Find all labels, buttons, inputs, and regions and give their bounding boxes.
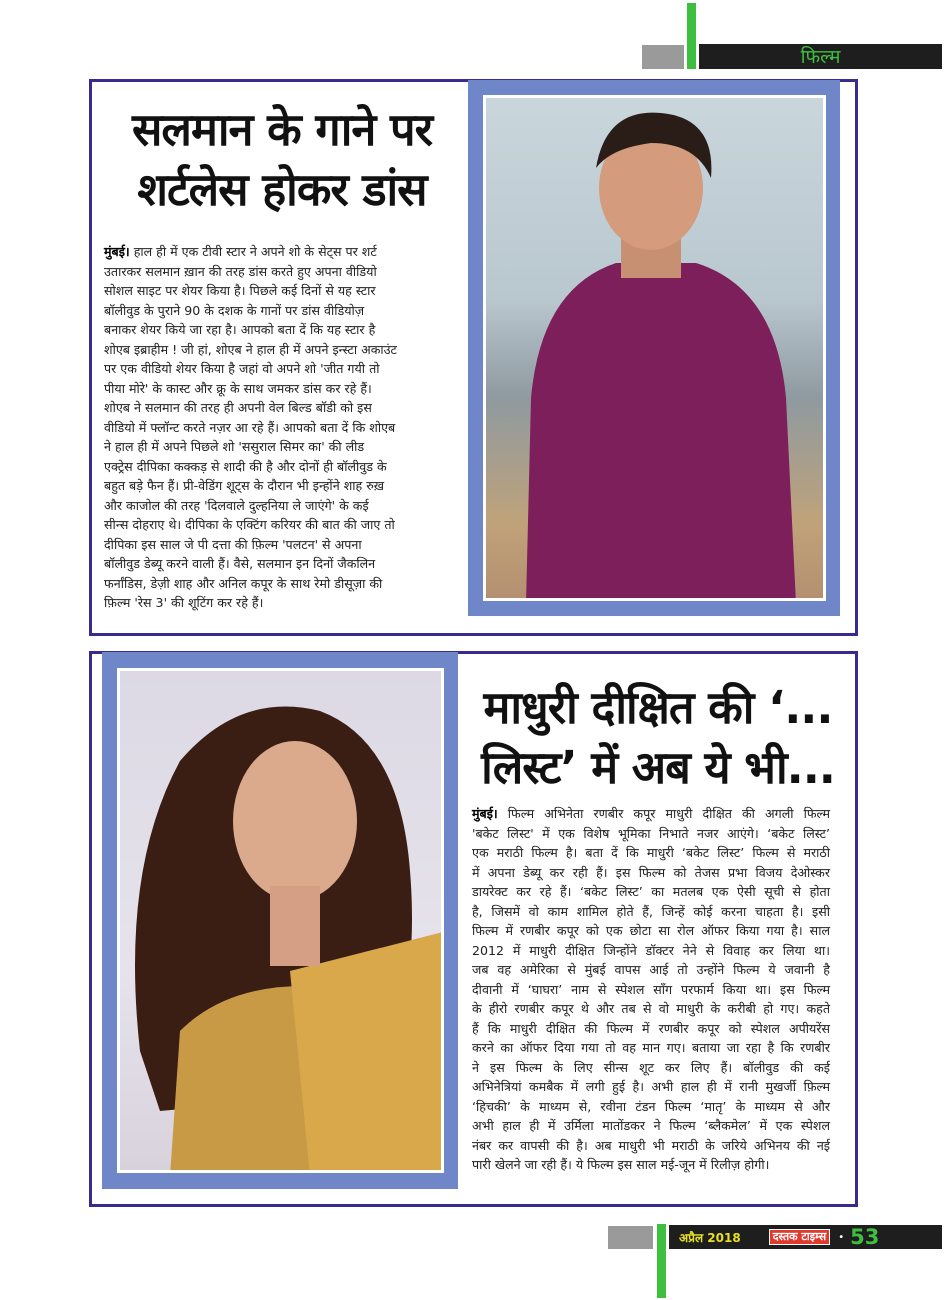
body-text: 'बकेट लिस्ट' में एक विशेष भूमिका निभाते नजर आएंगे। ‘बकेट लिस्ट’ <box>472 825 830 841</box>
madhuri-dixit-photo <box>117 668 444 1173</box>
body-text: अभी हाल ही में उर्मिला मातोंडकर ने फिल्म ‘ब्लैकमेल’ में एक स्पेशल <box>472 1118 830 1133</box>
body-text: ने हाल ही में अपने पिछले शो 'ससुराल सिमर का' की लीड <box>104 439 365 454</box>
body-text: बॉलीवुड डेब्यू करने वाली हैं। वैसे, सलमान इन दिनों जैकलिन <box>104 556 376 571</box>
body-text: डायरेक्ट कर रहे हैं। ‘बकेट लिस्ट’ का मतलब एक ऐसी सूची से होता <box>472 884 830 899</box>
body-line <box>104 281 460 301</box>
dateline-city: मुंबई। <box>472 806 498 821</box>
body-line <box>472 980 830 1000</box>
section-label: फिल्म <box>699 44 942 69</box>
article1-body <box>104 242 460 613</box>
body-line <box>104 398 460 418</box>
body-text: सोशल साइट पर शेयर किया है। पिछले कई दिनों से यह स्टार <box>104 283 376 298</box>
body-line <box>472 999 830 1019</box>
body-line <box>472 1038 830 1058</box>
body-line <box>104 593 460 613</box>
body-line <box>104 535 460 555</box>
body-line <box>472 902 830 922</box>
article-madhuri-box <box>89 651 858 1207</box>
bullet: • <box>838 1231 845 1243</box>
body-text: जब वह अमेरिका से मुंबई वापस आई तो उन्होंने फिल्म ये जवानी है <box>472 962 830 977</box>
body-line <box>104 515 460 535</box>
body-line <box>104 496 460 516</box>
article2-headline <box>462 678 854 798</box>
body-line <box>472 1097 830 1117</box>
body-line <box>104 262 460 282</box>
body-line <box>104 457 460 477</box>
body-line <box>104 301 460 321</box>
body-line <box>104 418 460 438</box>
body-text: बनाकर शेयर किये जा रहा है। आपको बता दें कि यह स्टार है <box>104 322 376 337</box>
header-accent-bar <box>687 3 696 69</box>
body-text: फिल्म अभिनेता रणबीर कपूर माधुरी दीक्षित की अगली फिल्म <box>497 806 830 821</box>
body-line <box>472 1077 830 1097</box>
body-text: शोएब इब्राहीम ! जी हां, शोएब ने हाल ही में अपने इन्स्टा अकाउंट <box>104 341 397 357</box>
body-text: 2012 में माधुरी दीक्षित जिन्होंने डॉक्टर नेने से विवाह कर लिया था। <box>472 942 830 958</box>
body-line <box>472 824 830 844</box>
body-text: और काजोल की तरह 'दिलवाले दुल्हनिया ले जाएंगे' के कई <box>104 497 369 513</box>
body-text: फिल्म में रणबीर कपूर को एक छोटा सा रोल ऑफर किया गया है। साल <box>472 923 830 938</box>
body-text: पारी खेलने जा रही हैं। ये फिल्म इस साल मई-जून में रिलीज़ होगी। <box>472 1157 770 1172</box>
body-line <box>104 242 460 262</box>
body-text: ‘हिचकी’ के माध्यम से, रवीना टंडन फिल्म ‘मातृ’ के माध्यम से और <box>472 1098 830 1114</box>
body-line <box>472 1116 830 1136</box>
body-text: पर एक वीडियो शेयर किया है जहां वो अपने शो 'जीत गयी तो <box>104 361 380 376</box>
body-text: करने का ऑफर दिया गया तो वह मान गए। बताया जा रहा है कि रणबीर <box>472 1040 830 1055</box>
body-text: हैं कि माधुरी दीक्षित की फिल्म में रणबीर कपूर को स्पेशल अपीयरेंस <box>472 1020 830 1036</box>
article-salman-box <box>89 79 858 636</box>
body-line <box>104 437 460 457</box>
body-line <box>472 1058 830 1078</box>
body-line <box>472 882 830 902</box>
body-line <box>472 941 830 961</box>
magazine-logo: दस्तक टाइम्स <box>769 1229 830 1245</box>
body-text: में अपना डेब्यू कर रही हैं। इस फिल्म को तेजस प्रभा विजय देओस्कर <box>472 864 830 880</box>
body-line <box>104 554 460 574</box>
body-text: अभिनेत्रियां कमबैक में लगी हुई है। अभी हाल ही में रानी मुखर्जी फ़िल्म <box>472 1079 830 1094</box>
body-line <box>472 843 830 863</box>
body-text: एक्ट्रेस दीपिका कक्कड़ से शादी की है और दोनों ही बॉलीवुड के <box>104 458 387 474</box>
body-line <box>472 960 830 980</box>
headline-line: शर्टलेस होकर डांस <box>137 163 427 216</box>
article1-headline <box>94 100 470 220</box>
page-number: 53 <box>850 1225 880 1249</box>
body-line <box>104 574 460 594</box>
body-line <box>472 1136 830 1156</box>
body-text: नंबर कर वापसी की है। अब माधुरी भी मराठी के जरिये अभिनय की नई <box>472 1137 830 1153</box>
header-gray-block <box>642 45 684 69</box>
body-text: फर्नांडिस, डेज़ी शाह और अनिल कपूर के साथ रेमो डीसूज़ा की <box>104 575 383 591</box>
headline-line: लिस्ट’ में अब ये भी... <box>481 741 835 794</box>
footer-bar <box>669 1225 942 1249</box>
headline-line: सलमान के गाने पर <box>132 103 432 156</box>
body-line <box>472 1155 830 1175</box>
shoaib-ibrahim-photo <box>483 95 826 601</box>
body-text: फ़िल्म 'रेस 3' की शूटिंग कर रहे हैं। <box>104 595 264 610</box>
body-text: दीपिका इस साल जे पी दत्ता की फ़िल्म 'पलटन' से अपना <box>104 536 362 552</box>
dateline-city: मुंबई। <box>104 244 130 259</box>
body-line <box>472 1019 830 1039</box>
body-text: शोएब ने सलमान की तरह ही अपनी वेल बिल्ड बॉडी को इस <box>104 400 372 415</box>
body-line <box>104 359 460 379</box>
body-text: एक मराठी फिल्म है। बता दें कि माधुरी ‘बकेट लिस्ट’ फिल्म से मराठी <box>472 845 830 860</box>
article2-body <box>472 804 830 1175</box>
body-text: उतारकर सलमान ख़ान की तरह डांस करते हुए अपना वीडियो <box>104 263 377 279</box>
body-line <box>104 476 460 496</box>
body-text: पीया मोरे' के कास्ट और क्रू के साथ जमकर डांस कर रहे हैं। <box>104 380 372 396</box>
body-text: बॉलीवुड के पुराने 90 के दशक के गानों पर डांस वीडियोज़ <box>104 302 365 318</box>
body-line <box>472 863 830 883</box>
body-text: के हीरो रणबीर कपूर थे और तब से वो माधुरी के करीबी हो गए। कहते <box>472 1001 830 1016</box>
body-line <box>104 340 460 360</box>
body-line <box>472 804 830 824</box>
issue-date: अप्रैल 2018 <box>679 1230 741 1245</box>
footer-gray-block <box>608 1226 653 1249</box>
body-line <box>104 320 460 340</box>
body-text: सीन्स दोहराए थे। दीपिका के एक्टिंग करियर की बात की जाए तो <box>104 517 395 532</box>
photo-frame <box>102 652 458 1189</box>
body-text: है, जिसमें वो काम शामिल होते हैं, जिन्हें कोई करना चाहता है। इसी <box>472 903 830 919</box>
body-text: दीवानी में ‘घाघरा’ नाम से स्पेशल सॉंग परफार्म किया था। इस फिल्म <box>472 981 830 997</box>
body-line <box>104 379 460 399</box>
body-text: ने इस फिल्म के लिए सीन्स शूट कर लिए हैं। बॉलीवुड की कई <box>472 1059 830 1075</box>
footer-accent-bar <box>657 1224 666 1298</box>
headline-line: माधुरी दीक्षित की ‘... <box>483 681 833 734</box>
body-line <box>472 921 830 941</box>
body-text: वीडियो में फ्लॉन्ट करते नज़र आ रहे हैं। आपको बता दें कि शोएब <box>104 419 396 435</box>
body-text: हाल ही में एक टीवी स्टार ने अपने शो के सेट्स पर शर्ट <box>129 244 377 259</box>
photo-frame <box>468 80 840 616</box>
body-text: बहुत बड़े फैन हैं। प्री-वेडिंग शूट्स के दौरान भी इन्होंने शाह रुख़ <box>104 478 385 493</box>
